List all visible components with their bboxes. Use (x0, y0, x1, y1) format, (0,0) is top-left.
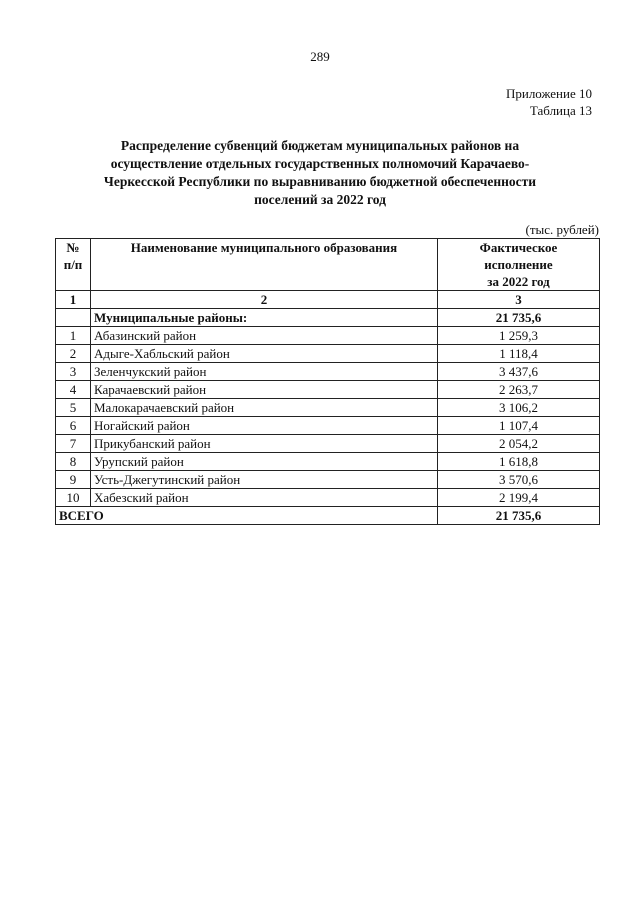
row-name: Ногайский район (91, 417, 438, 435)
table-row (56, 471, 600, 489)
title-line: осуществление отдельных государственных полномочий Карачаево- (110, 156, 530, 171)
row-name: Муниципальные районы: (91, 309, 438, 327)
row-number: 2 (56, 345, 91, 363)
row-name: Хабезский район (91, 489, 438, 507)
unit-note: (тыс. рублей) (525, 222, 599, 237)
header-value-line: за 2022 год (487, 274, 550, 289)
table-row (56, 381, 600, 399)
row-value: 3 437,6 (438, 363, 600, 381)
table-row (56, 453, 600, 471)
column-number: 1 (56, 291, 91, 309)
row-name: Прикубанский район (91, 435, 438, 453)
table-row (56, 327, 600, 345)
row-value: 1 107,4 (438, 417, 600, 435)
row-value: 3 106,2 (438, 399, 600, 417)
row-number: 9 (56, 471, 91, 489)
table-row (56, 363, 600, 381)
header-value-line: Фактическое (479, 240, 558, 255)
appendix-label (506, 85, 592, 119)
total-value: 21 735,6 (438, 507, 600, 525)
table-row (56, 435, 600, 453)
row-number: 6 (56, 417, 91, 435)
table-row (56, 345, 600, 363)
column-number-row (56, 291, 600, 309)
header-number (56, 239, 91, 291)
row-number (56, 309, 91, 327)
appendix-number: Приложение 10 (505, 86, 592, 101)
total-row (56, 507, 600, 525)
row-value: 1 259,3 (438, 327, 600, 345)
title-line: Черкесской Республики по выравниванию бюджетной обеспеченности (103, 174, 537, 189)
row-value: 2 263,7 (438, 381, 600, 399)
row-number: 4 (56, 381, 91, 399)
row-number: 10 (56, 489, 91, 507)
row-name: Усть-Джегутинский район (91, 471, 438, 489)
total-label: ВСЕГО (56, 507, 438, 525)
table-row (56, 489, 600, 507)
table-number: Таблица 13 (529, 103, 592, 118)
column-number: 3 (438, 291, 600, 309)
row-value: 1 118,4 (438, 345, 600, 363)
document-title (70, 137, 570, 209)
page-number: 289 (310, 49, 330, 64)
row-number: 7 (56, 435, 91, 453)
table-row (56, 417, 600, 435)
row-number: 3 (56, 363, 91, 381)
row-name: Малокарачаевский район (91, 399, 438, 417)
header-value (438, 239, 600, 291)
title-line: Распределение субвенций бюджетам муниципальных районов на (120, 138, 520, 153)
row-number: 1 (56, 327, 91, 345)
subvention-table (55, 238, 600, 525)
row-value: 2 054,2 (438, 435, 600, 453)
column-number: 2 (91, 291, 438, 309)
row-name: Зеленчукский район (91, 363, 438, 381)
row-name: Карачаевский район (91, 381, 438, 399)
header-value-line: исполнение (484, 257, 553, 272)
row-number: 8 (56, 453, 91, 471)
row-value: 2 199,4 (438, 489, 600, 507)
row-value: 21 735,6 (438, 309, 600, 327)
header-number-line: № (66, 240, 80, 255)
header-number-line: п/п (63, 257, 83, 272)
row-value: 1 618,8 (438, 453, 600, 471)
table-row (56, 399, 600, 417)
row-name: Адыге-Хабльский район (91, 345, 438, 363)
row-number: 5 (56, 399, 91, 417)
title-line: поселений за 2022 год (254, 192, 386, 207)
row-name: Абазинский район (91, 327, 438, 345)
header-name: Наименование муниципального образования (91, 239, 438, 291)
table-header-row (56, 239, 600, 291)
row-name: Урупский район (91, 453, 438, 471)
subtotal-row (56, 309, 600, 327)
row-value: 3 570,6 (438, 471, 600, 489)
